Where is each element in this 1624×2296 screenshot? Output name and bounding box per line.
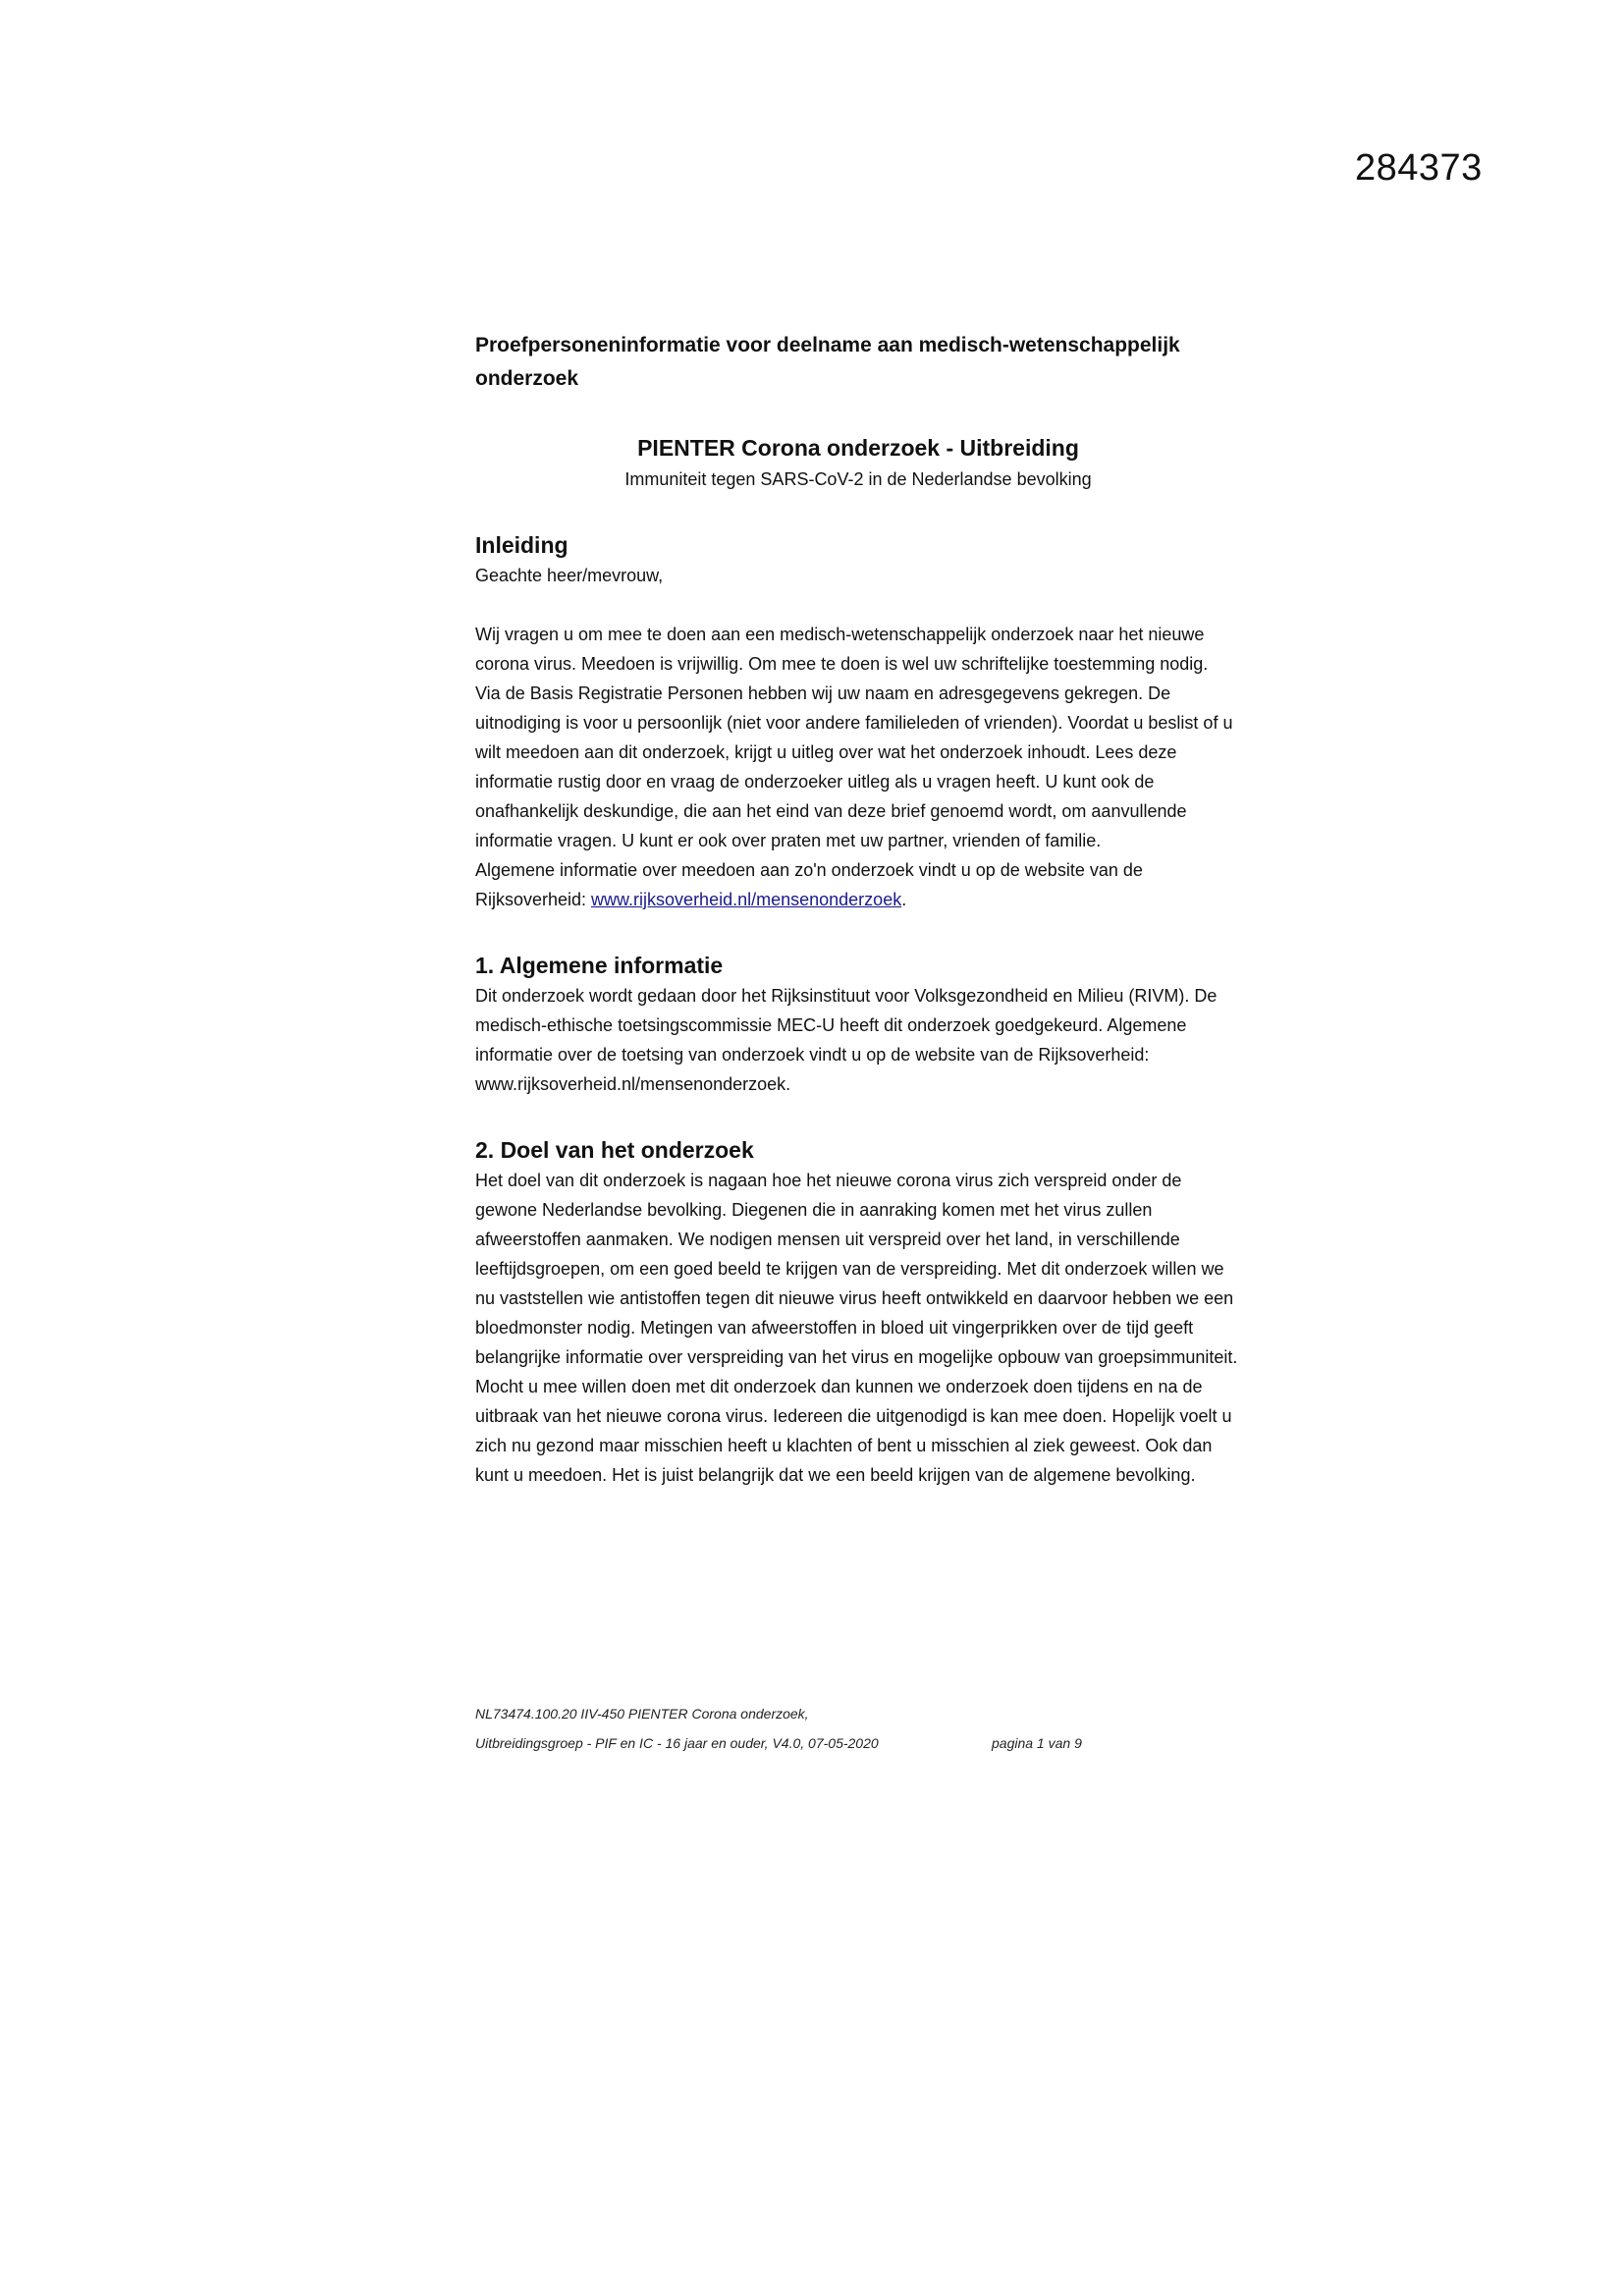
document-body: [475, 329, 1241, 1490]
page-footer: [475, 1699, 1241, 1758]
footer-row: [475, 1728, 1241, 1758]
section-study-purpose: [475, 1134, 1241, 1490]
section-2-heading: 2. Doel van het onderzoek: [475, 1137, 754, 1163]
intro-heading: Inleiding: [475, 532, 568, 558]
section-2-text: Het doel van dit onderzoek is nagaan hoe het nieuwe corona virus zich verspreid onder de gewone Nederlandse bevolking. Diegenen die in aanraking komen met het virus zullen afweerstoffen aanmaken. We nodigen mensen uit verspreid over het land, in verschillende leeftijdsgroepen, om een goed beeld te krijgen van de verspreiding. Met dit onderzoek willen we nu vaststellen wie antistoffen tegen dit nieuwe virus heeft ontwikkeld en daarvoor hebben we een bloedmonster nodig. Metingen van afweerstoffen in bloed uit vingerprikken over de tijd geeft belangrijke informatie over verspreiding van het virus en mogelijke opbouw van groepsimmuniteit. Mocht u mee willen doen met dit onderzoek dan kunnen we onderzoek doen tijdens en na de uitbraak van het nieuwe corona virus. Iedereen die uitgenodigd is kan mee doen. Hopelijk voelt u zich nu gezond maar misschien heeft u klachten of bent u misschien al ziek geweest. Ook dan kunt u meedoen. Het is juist belangrijk dat we een beeld krijgen van de algemene bevolking.: [475, 1171, 1238, 1485]
footer-line-2: Uitbreidingsgroep - PIF en IC - 16 jaar en ouder, V4.0, 07-05-2020: [475, 1735, 879, 1751]
study-title: PIENTER Corona onderzoek - Uitbreiding: [637, 435, 1079, 461]
intro-paragraph-2: Via de Basis Registratie Personen hebben wij uw naam en adresgegevens gekregen. De uitnodiging is voor u persoonlijk (niet voor andere familieleden of vrienden). Voordat u beslist of u wilt meedoen aan dit onderzoek, krijgt u uitleg over wat het onderzoek inhoudt. Lees deze informatie rustig door en vraag de onderzoeker uitleg als u vragen heeft. U kunt ook de onafhankelijk deskundige, die aan het eind van deze brief genoemd wordt, om aanvullende informatie vragen. U kunt er ook over praten met uw partner, vrienden of familie.: [475, 683, 1233, 850]
intro-paragraph-3-text: Algemene informatie over meedoen aan zo'n onderzoek vindt u op de website van de Rijksoverheid:: [475, 860, 1143, 909]
study-subtitle: Immuniteit tegen SARS-CoV-2 in de Nederlandse bevolking: [624, 469, 1092, 489]
footer-line-1: NL73474.100.20 IIV-450 PIENTER Corona onderzoek,: [475, 1706, 809, 1722]
intro-greeting: Geachte heer/mevrouw,: [475, 566, 664, 585]
section-1-heading: 1. Algemene informatie: [475, 953, 724, 978]
document-title: Proefpersoneninformatie voor deelname aan medisch-wetenschappelijk onderzoek: [475, 334, 1180, 390]
document-number: 284373: [1355, 147, 1483, 189]
intro-paragraph-1: Wij vragen u om mee te doen aan een medisch-wetenschappelijk onderzoek naar het nieuwe corona virus. Meedoen is vrijwillig. Om mee te doen is wel uw schriftelijke toestemming nodig.: [475, 625, 1209, 674]
section-intro: [475, 529, 1241, 914]
rijksoverheid-link[interactable]: www.rijksoverheid.nl/mensenonderzoek: [591, 890, 902, 909]
paragraph-spacer: [475, 590, 1241, 620]
section-1-text: Dit onderzoek wordt gedaan door het Rijksinstituut voor Volksgezondheid en Milieu (RIVM). De medisch-ethische toetsingscommissie MEC-U heeft dit onderzoek goedgekeurd. Algemene informatie over de toetsing van onderzoek vindt u op de website van de Rijksoverheid: www.rijksoverheid.nl/mensenonderzoek.: [475, 986, 1218, 1094]
page-number: pagina 1 van 9: [992, 1735, 1082, 1751]
study-header: [475, 431, 1241, 494]
intro-paragraph-3: [475, 855, 1241, 914]
section-general-information: [475, 950, 1241, 1099]
intro-paragraph-3-end: .: [901, 890, 907, 909]
